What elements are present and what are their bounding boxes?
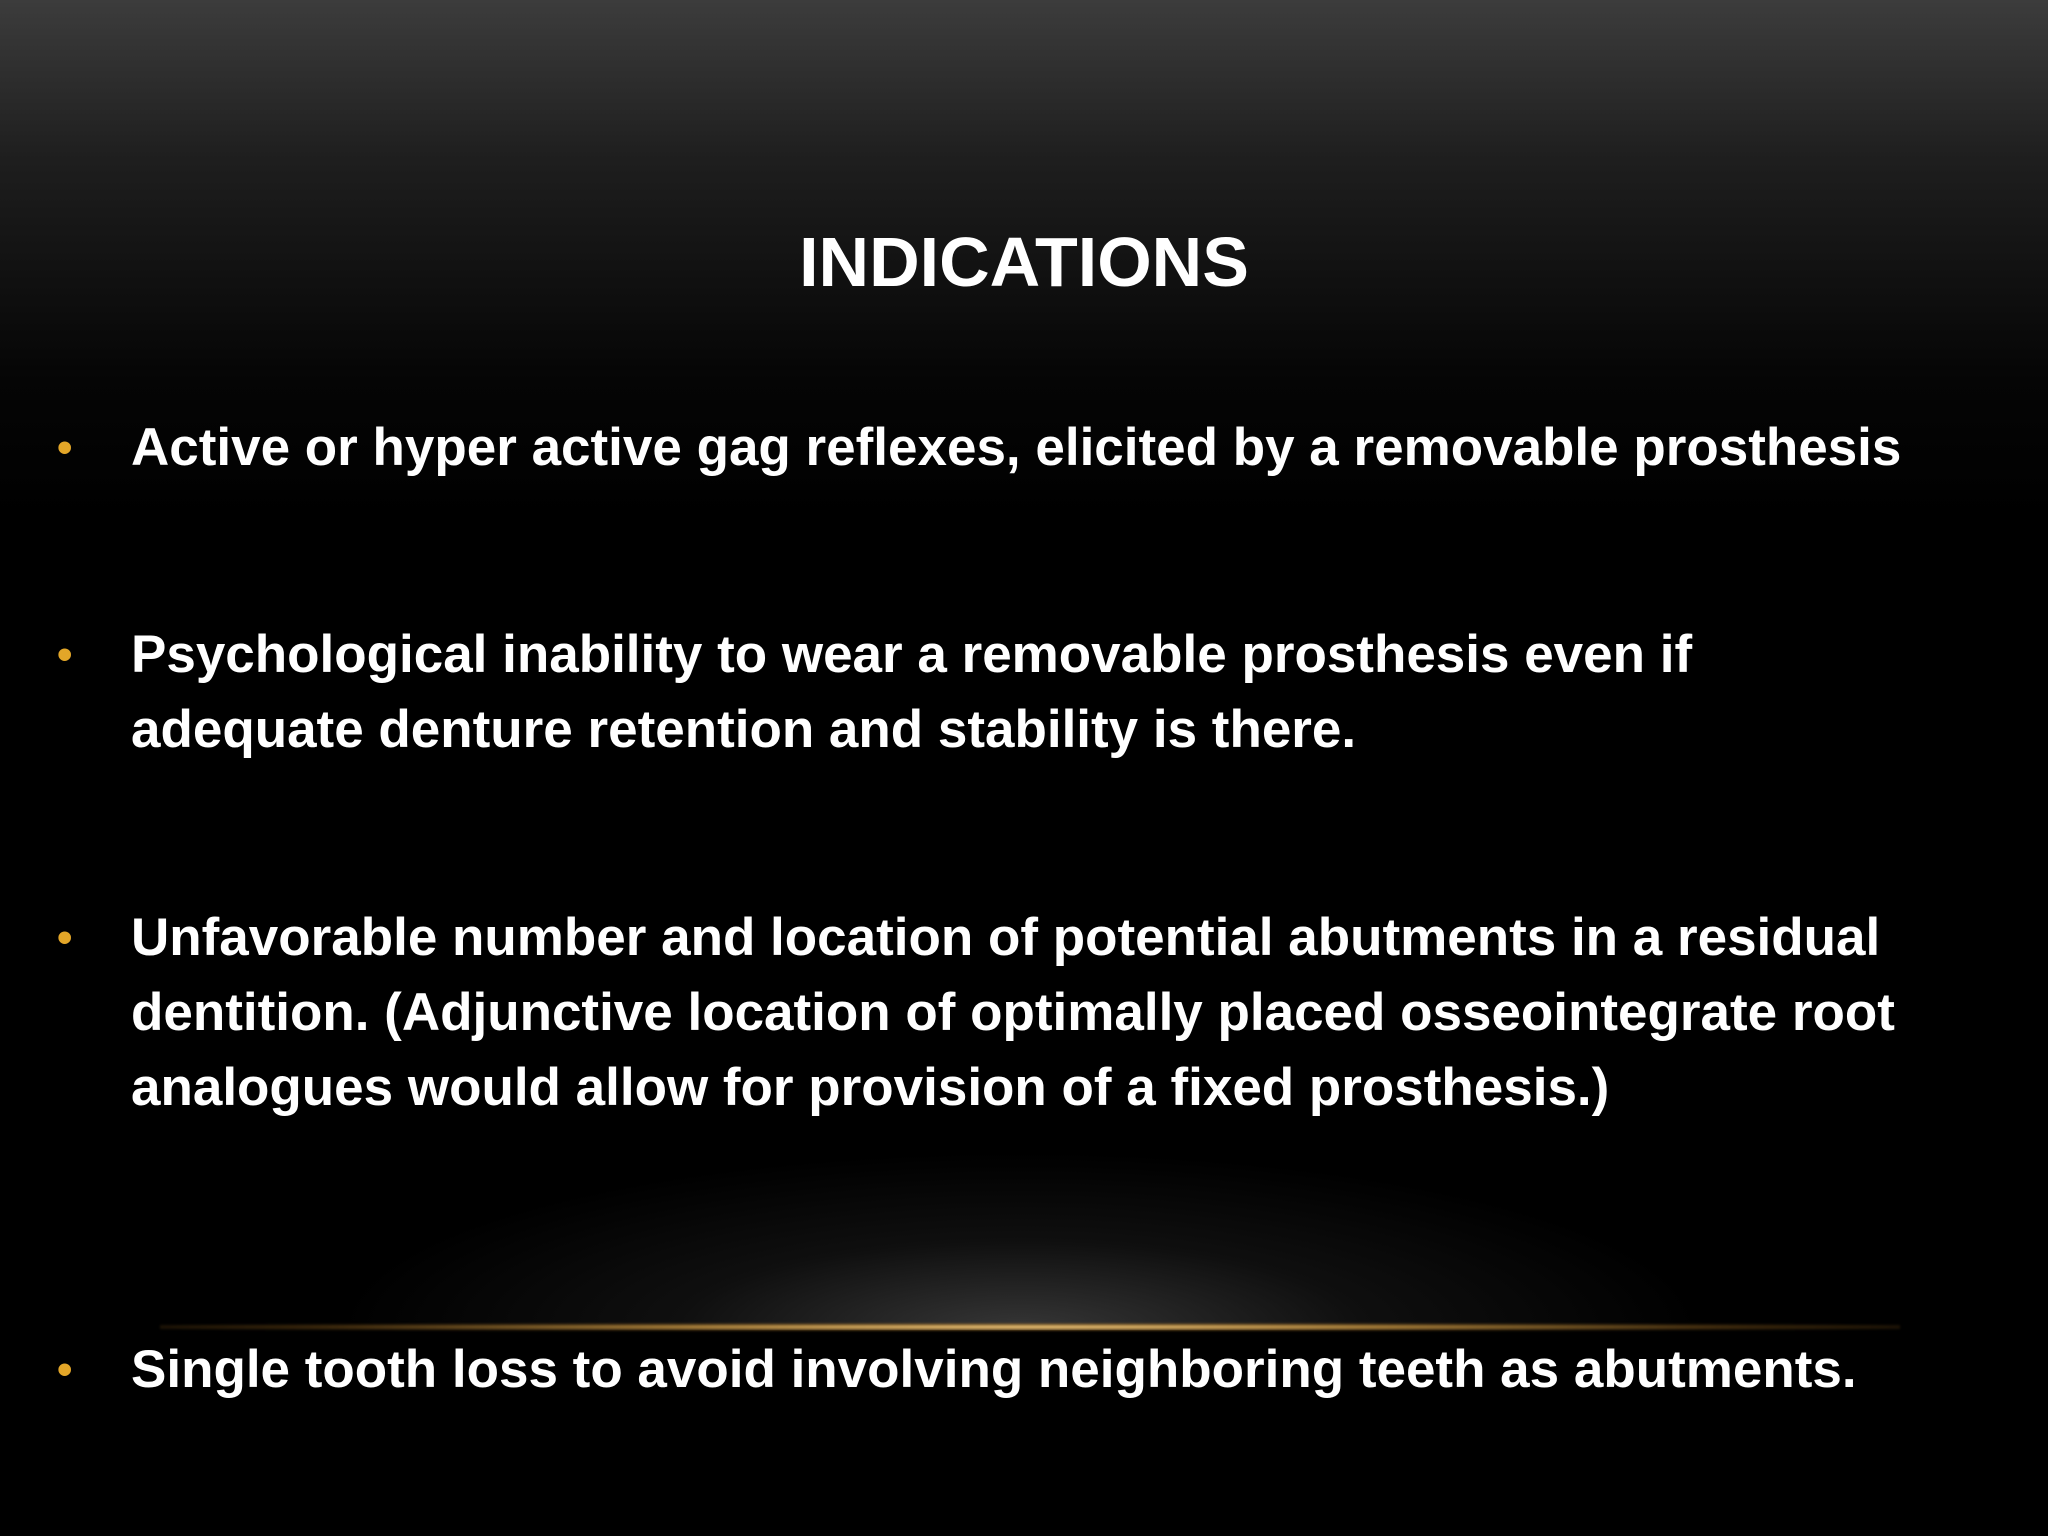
- bullet-item: [57, 410, 2011, 485]
- slide-title: INDICATIONS: [799, 223, 1249, 301]
- bullet-icon: •: [57, 1345, 73, 1394]
- bottom-glow: [330, 1150, 1710, 1330]
- bullet-text: Psychological inability to wear a removable prosthesis even if adequate denture retention and stability is there.: [131, 625, 1693, 759]
- bullet-text: Active or hyper active gag reflexes, elicited by a removable prosthesis: [131, 418, 1902, 477]
- bullet-icon: •: [57, 630, 73, 679]
- bullet-icon: •: [57, 913, 73, 962]
- bullet-item: [57, 617, 1831, 767]
- gold-accent-line: [160, 1323, 1900, 1331]
- bullet-icon: •: [57, 423, 73, 472]
- bullet-text: Single tooth loss to avoid involving neighboring teeth as abutments.: [131, 1340, 1857, 1399]
- bullet-item: [57, 900, 1931, 1125]
- bullet-text: Unfavorable number and location of potential abutments in a residual dentition. (Adjunctive location of optimally placed osseointegrate root analogues would allow for provision of a fixed prosthesis.): [131, 908, 1895, 1117]
- bullet-item: [57, 1332, 2011, 1407]
